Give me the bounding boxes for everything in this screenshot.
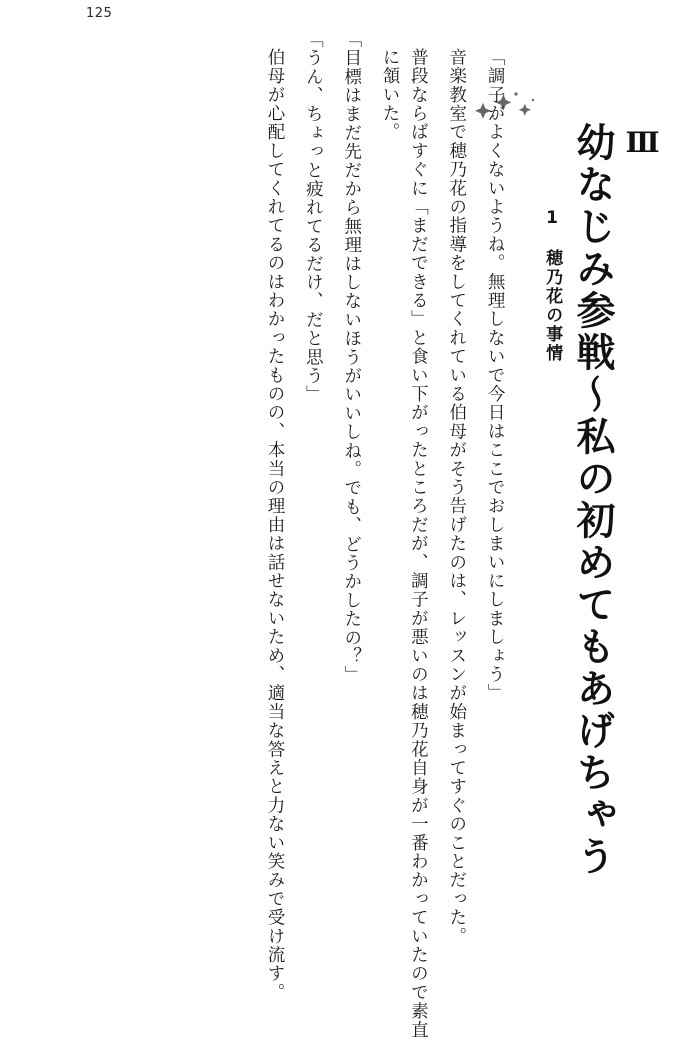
section-heading: 1 穂乃花の事情 (542, 208, 563, 363)
body-column: 「調子がよくないようね。無理しないで今日はここでおしまいにしましょう」 (485, 48, 506, 703)
body-column: 音楽教室で穂乃花の指導をしてくれている伯母がそう告げたのは、レッスンが始まってすぐのことだった。 (446, 48, 467, 946)
body-column: 「目標はまだ先だから無理はしないほうがいいしね。でも、どうかしたの？」 (341, 30, 362, 685)
body-column: 「うん、ちょっと疲れてるだけ、だと思う」 (303, 30, 324, 404)
chapter-heading (571, 30, 659, 1030)
chapter-title: 幼なじみ参戦〜私の初めてもあげちゃう (570, 122, 615, 878)
body-text (256, 30, 514, 1040)
body-column: 普段ならばすぐに「まだできる」と食い下がったところだが、調子が悪いのは穂乃花自身が一番わかっていたので素直に頷いた。 (380, 48, 429, 1040)
chapter-numeral: Ⅲ (626, 126, 659, 161)
body-column: 伯母が心配してくれてるのはわかったものの、本当の理由は話せないため、適当な答えと力ない笑みで受け流す。 (265, 48, 285, 1002)
vertical-text-area (24, 30, 669, 1040)
page-number: 125 (86, 6, 113, 21)
